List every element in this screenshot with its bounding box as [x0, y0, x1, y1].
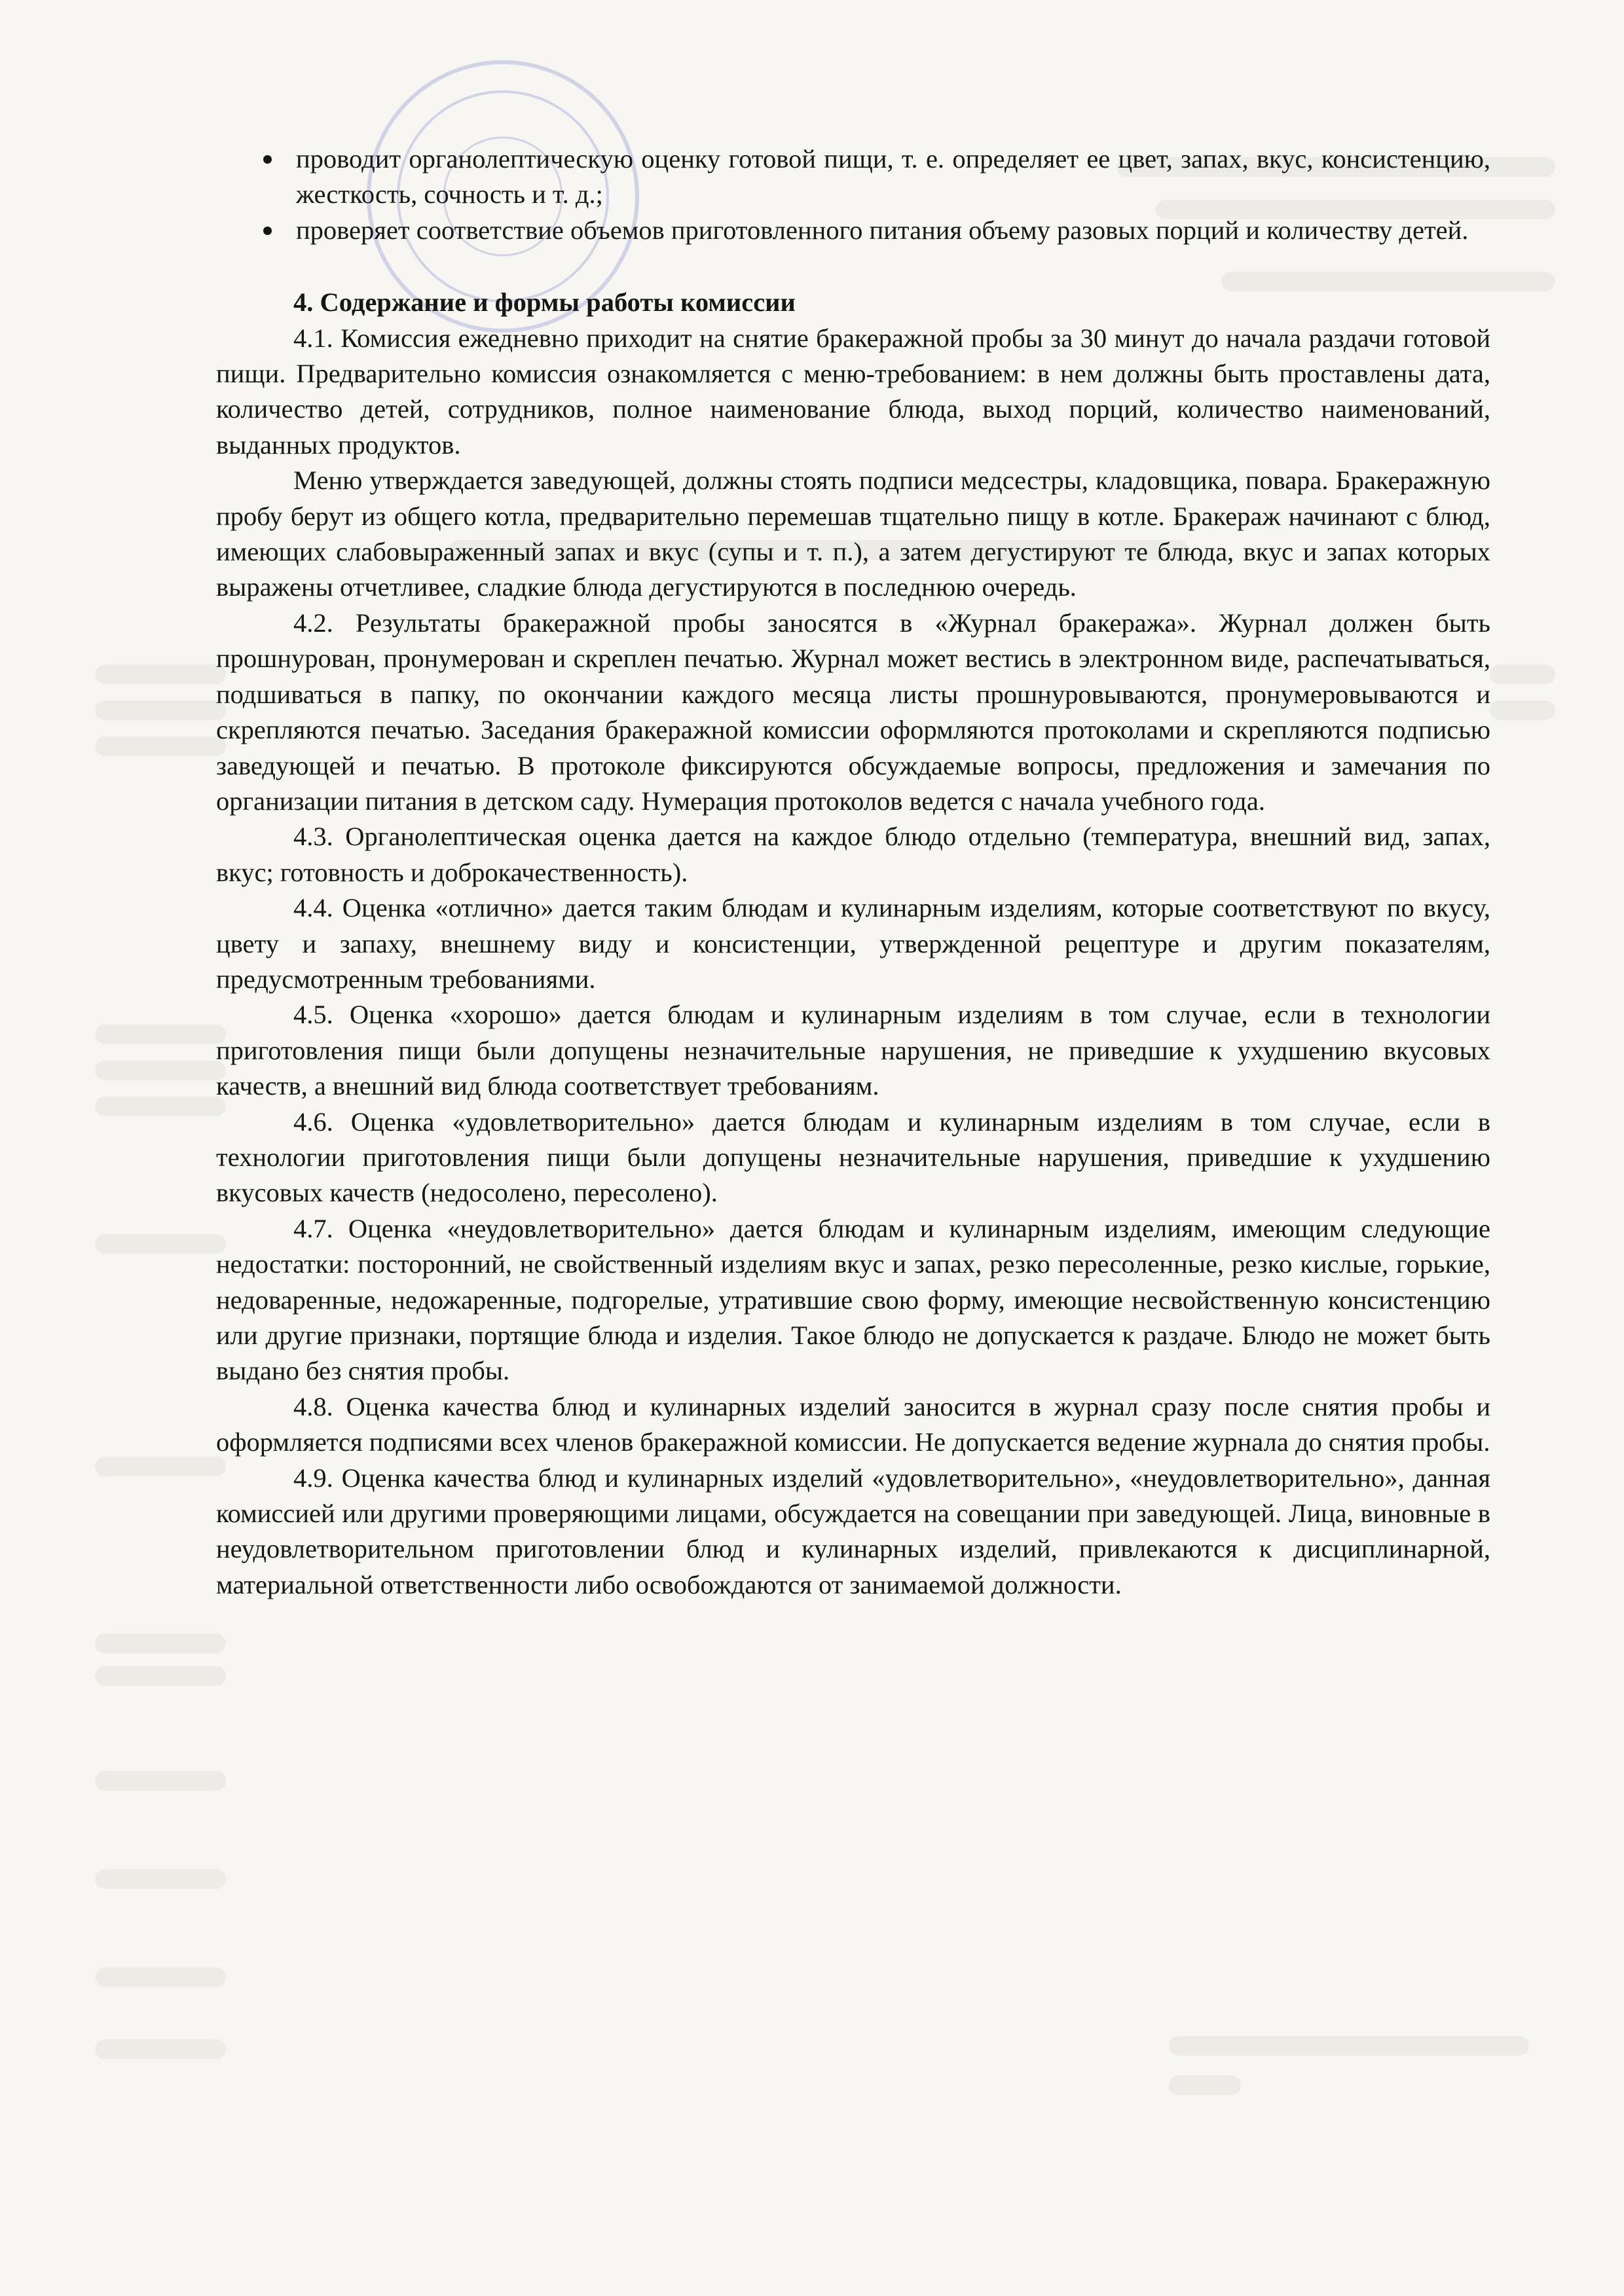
list-item [216, 141, 1490, 213]
paragraph-menu: Меню утверждается заведующей, должны стоять подписи медсестры, кладовщика, повара. Бракеражную пробу берут из общего котла, предварительно перемешав тщательно пищу в котле. Бракераж начинают с блюд, имеющих слабовыраженный запах и вкус (супы и т. п.), а затем дегустируют те блюда, вкус и запах которых выражены отчетливее, сладкие блюда дегустируются в последнюю очередь. [216, 465, 1490, 602]
paragraph-4-2: 4.2. Результаты бракеражной пробы заносятся в «Журнал бракеража». Журнал должен быть прошнурован, пронумерован и скреплен печатью. Журнал может вестись в электронном виде, распечатываться, подшиваться в папку, по окончании каждого месяца листы прошнуровываются, пронумеровываются и скрепляются печатью. Заседания бракеражной комиссии оформляются протоколами и скрепляются подписью заведующей и печатью. В протоколе фиксируются обсуждаемые вопросы, предложения и замечания по организации питания в детском саду. Нумерация протоколов ведется с начала учебного года. [216, 608, 1490, 816]
paragraph-4-5: 4.5. Оценка «хорошо» дается блюдам и кулинарным изделиям в том случае, если в технологии приготовления пищи были допущены незначительные нарушения, не приведшие к ухудшению вкусовых качеств, а внешний вид блюда соответствует требованиям. [216, 1000, 1490, 1101]
paragraph-4-9: 4.9. Оценка качества блюд и кулинарных изделий «удовлетворительно», «неудовлетворительно», данная комиссией или другими проверяющими лицами, обсуждается на совещании при заведующей. Лица, виновные в неудовлетворительном приготовлении блюд и кулинарных изделий, привлекаются к дисциплинарной, материальной ответственности либо освобождаются от занимаемой должности. [216, 1463, 1490, 1599]
paragraph-4-4: 4.4. Оценка «отлично» дается таким блюдам и кулинарным изделиям, которые соответствуют по вкусу, цвету и запаху, внешнему виду и консистенции, утвержденной рецептуре и другим показателям, предусмотренным требованиями. [216, 893, 1490, 994]
list-item [216, 213, 1490, 248]
bullet-icon [263, 227, 272, 235]
paragraph-4-1: 4.1. Комиссия ежедневно приходит на снятие бракеражной пробы за 30 минут до начала раздачи готовой пищи. Предварительно комиссия ознакомляется с меню-требованием: в нем должны быть проставлены дата, количество детей, сотрудников, полное наименование блюда, выход порций, количество наименований, выданных продуктов. [216, 323, 1490, 460]
section-title: 4. Содержание и формы работы комиссии [293, 287, 796, 318]
list-item-text: проверяет соответствие объемов приготовленного питания объему разовых порций и количеству детей. [296, 215, 1469, 245]
list-item-text: проводит органолептическую оценку готовой пищи, т. е. определяет ее цвет, запах, вкус, консистенцию, жесткость, сочность и т. д.; [296, 144, 1490, 210]
paragraph-4-6: 4.6. Оценка «удовлетворительно» дается блюдам и кулинарным изделиям в том случае, если в технологии приготовления пищи были допущены незначительные нарушения, приведшие к ухудшению вкусовых качеств (недосолено, пересолено). [216, 1106, 1490, 1208]
bullet-list [216, 141, 1490, 248]
paragraph-4-7: 4.7. Оценка «неудовлетворительно» дается блюдам и кулинарным изделиям, имеющим следующие недостатки: посторонний, не свойственный изделиям вкус и запах, резко пересоленные, резко кислые, горькие, недоваренные, недожаренные, подгорелые, утратившие свою форму, имеющие несвойственную консистенцию или другие признаки, портящие блюда и изделия. Такое блюдо не допускается к раздаче. Блюдо не может быть выдано без снятия пробы. [216, 1213, 1490, 1386]
paragraph-4-8: 4.8. Оценка качества блюд и кулинарных изделий заносится в журнал сразу после снятия пробы и оформляется подписями всех членов бракеражной комиссии. Не допускается ведение журнала до снятия пробы. [216, 1391, 1490, 1457]
document-body [216, 141, 1490, 1603]
bullet-icon [263, 155, 272, 164]
paragraph-4-3: 4.3. Органолептическая оценка дается на каждое блюдо отдельно (температура, внешний вид, запах, вкус; готовность и доброкачественность). [216, 822, 1490, 887]
